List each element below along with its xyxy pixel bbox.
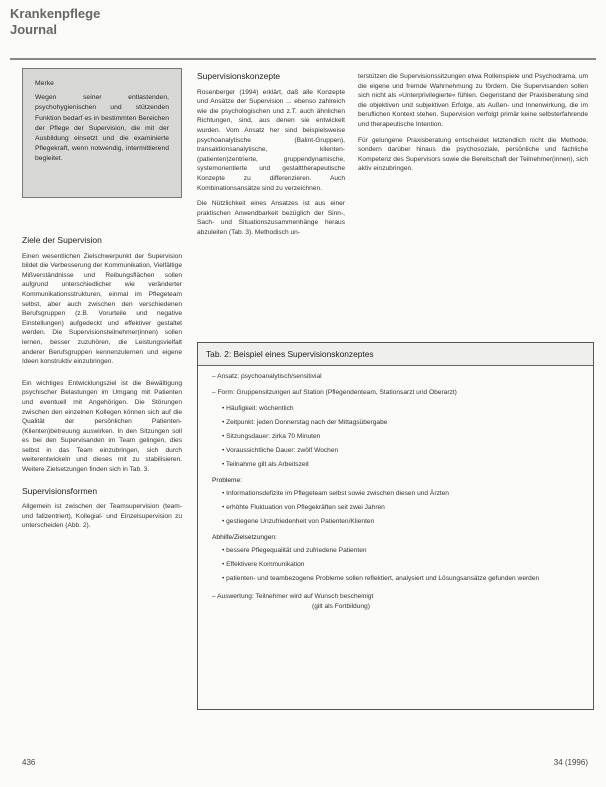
table-body bbox=[198, 366, 593, 616]
merke-text: Wegen seiner entlastenden, psychohygienischen und stützenden Funktion bedarf es in bestimmten Bereichen der Pflege der Supervision, die mit der Ausbildung einsetzt und die examinierte Pflegekraft, wenn notwendig, intermittierend begleitet. bbox=[35, 94, 169, 163]
header-rule bbox=[10, 58, 596, 60]
journal-title: Krankenpflege bbox=[10, 6, 101, 21]
list-item: • Voraussichtliche Dauer: zwölf Wochen bbox=[222, 447, 339, 454]
list-item: • gestiegene Unzufriedenheit von Patienten/Klienten bbox=[222, 518, 375, 525]
left-column bbox=[22, 236, 182, 537]
journal-header bbox=[10, 6, 100, 38]
paragraph: Allgemein ist zwischen der Teamsupervision (team- und fallzentriert), Kollegial- und Einzelsupervision zu unterscheiden (Abb. 2). bbox=[22, 503, 182, 530]
paragraph: Einen wesentlichen Zielschwerpunkt der Supervision bildet die Verbesserung der Kommunikation, Vielfältige Mißverständnisse und Reibungsflächen sollen aufgrund unterschiedlicher wie veränderter Kommunikationsstrukturen, einmal im Pflegeteam selbst, aber auch zwischen den verschiedenen Berufsgruppen (z.B. Vorurteile und negative Einstellungen) aufgedeckt und effektiver gestaltet werden. Die Supervisionsteilnehmer(innen) sollen lernen, besser zuzuhören, die Leistungsvielfalt anderer Berufsgruppen kennenzulernen und eigene Ideen konstruktiv einzubringen. bbox=[22, 252, 182, 366]
list-item: • Teilnahme gilt als Arbeitszeit bbox=[222, 461, 309, 468]
list-item: – Ansatz: psychoanalytisch/sensitivial bbox=[212, 373, 322, 380]
list-item: – Form: Gruppensitzungen auf Station (Pflegendenteam, Stationsarzt und Oberarzt) bbox=[212, 389, 457, 396]
list-item: • Effektivere Kommunikation bbox=[222, 561, 305, 568]
page-number: 436 bbox=[22, 758, 36, 767]
paragraph: terstützen die Supervisionssitzungen etwa Rollenspiele und Psychodrama, um die eigene und fremde Wahrnehmung zu fördern. Die Supervisanden sollen sich nicht als »Unterprivilegierte« fühlen. Gegenstand der Praxisberatung sind die objektiven und subjektiven Erfolge, als Außen- und Innenwirkung, die im beruflichen Kontext stehen. Supervision verfolgt primär keine selbsterfahrende und therapeutische Intention. bbox=[358, 73, 588, 128]
paragraph: Für gelungene Praxisberatung entscheidet letztendlich nicht die Methode, sondern darüber hinaus die psychosoziale, persönliche und fachliche Kompetenz des Supervisors sowie die Bereitschaft der Teilnehmer(innen), sich aktiv einzubringen. bbox=[358, 136, 588, 173]
section-label: Abhilfe/Zielsetzungen: bbox=[212, 534, 277, 541]
table-title: Tab. 2: Beispiel eines Supervisionskonzeptes bbox=[198, 343, 593, 366]
list-item-continuation: (gilt als Fortbildung) bbox=[312, 603, 370, 610]
list-item: – Auswertung: Teilnehmer wird auf Wunsch bescheinigt bbox=[212, 593, 374, 600]
list-item: • Zeitpunkt: jeden Donnerstag nach der Mittagsübergabe bbox=[222, 419, 388, 426]
section-label: Probleme: bbox=[212, 477, 243, 484]
right-column bbox=[358, 72, 588, 180]
paragraph: Die Nützlichkeit eines Ansatzes ist aus einer praktischen Anwendbarkeit bezüglich der Sinn-, Sach- und Situationszusammenhänge heraus abzuleiten (Tab. 3). Methodisch un- bbox=[197, 200, 345, 236]
list-item: • Häufigkeit: wöchentlich bbox=[222, 405, 294, 412]
paragraph: Rosenberger (1994) erklärt, daß alle Konzepte und Ansätze der Supervision ... ebenso zahlreich wie die psychologischen und z.T. auch ähnlichen Richtungen, sind, aus denen sie entwickelt wurden. Vom Ansatz her sind beispielsweise psychoanalytische (Balint-Gruppen), transaktionsanalytische, klienten-(patienten)zentrierte, gruppendynamische, systemorientierte und gestalttherapeutische Konzepte zu differenzieren. Auch Kombinationsansätze sind zu verzeichnen. bbox=[197, 88, 345, 192]
list-item: • Informationsdefizite im Pflegeteam selbst sowie zwischen diesen und Ärzten bbox=[222, 490, 449, 497]
heading-konzepte: Supervisionskonzepte bbox=[197, 71, 281, 81]
middle-column bbox=[197, 72, 345, 244]
merke-box bbox=[22, 68, 182, 198]
merke-label: Merke bbox=[35, 80, 54, 87]
table-2-box bbox=[197, 342, 594, 710]
paragraph: Ein wichtiges Entwicklungsziel ist die Bewältigung psychischer Belastungen im Umgang mit Patienten und eventuell mit Angehörigen. Die Störungen zwischen den einzelnen Kollegen können sich auf die Qualität der persönlichen Patienten-(Klienten)betreuung auswirken. In den Sitzungen soll es bei den Supervisanden im Team gelingen, dies selbst in das Team einzubringen, sich durch weiterentwickeln und dieses mit zu stabilisieren. Weitere Zielsetzungen finden sich in Tab. 3. bbox=[22, 379, 182, 474]
issue-number: 34 (1996) bbox=[553, 758, 588, 767]
list-item: • bessere Pflegequalität und zufriedene Patienten bbox=[222, 547, 367, 554]
list-item: • Sitzungsdauer: zirka 70 Minuten bbox=[222, 433, 321, 440]
heading-formen: Supervisionsformen bbox=[22, 485, 98, 496]
journal-subtitle: Journal bbox=[10, 22, 57, 37]
heading-ziele: Ziele der Supervision bbox=[22, 235, 102, 245]
list-item: • erhöhte Fluktuation von Pflegekräften seit zwei Jahren bbox=[222, 504, 385, 511]
list-item: • patienten- und teambezogene Probleme sollen reflektiert, analysiert und Lösungsansätze gefunden werden bbox=[222, 575, 540, 582]
